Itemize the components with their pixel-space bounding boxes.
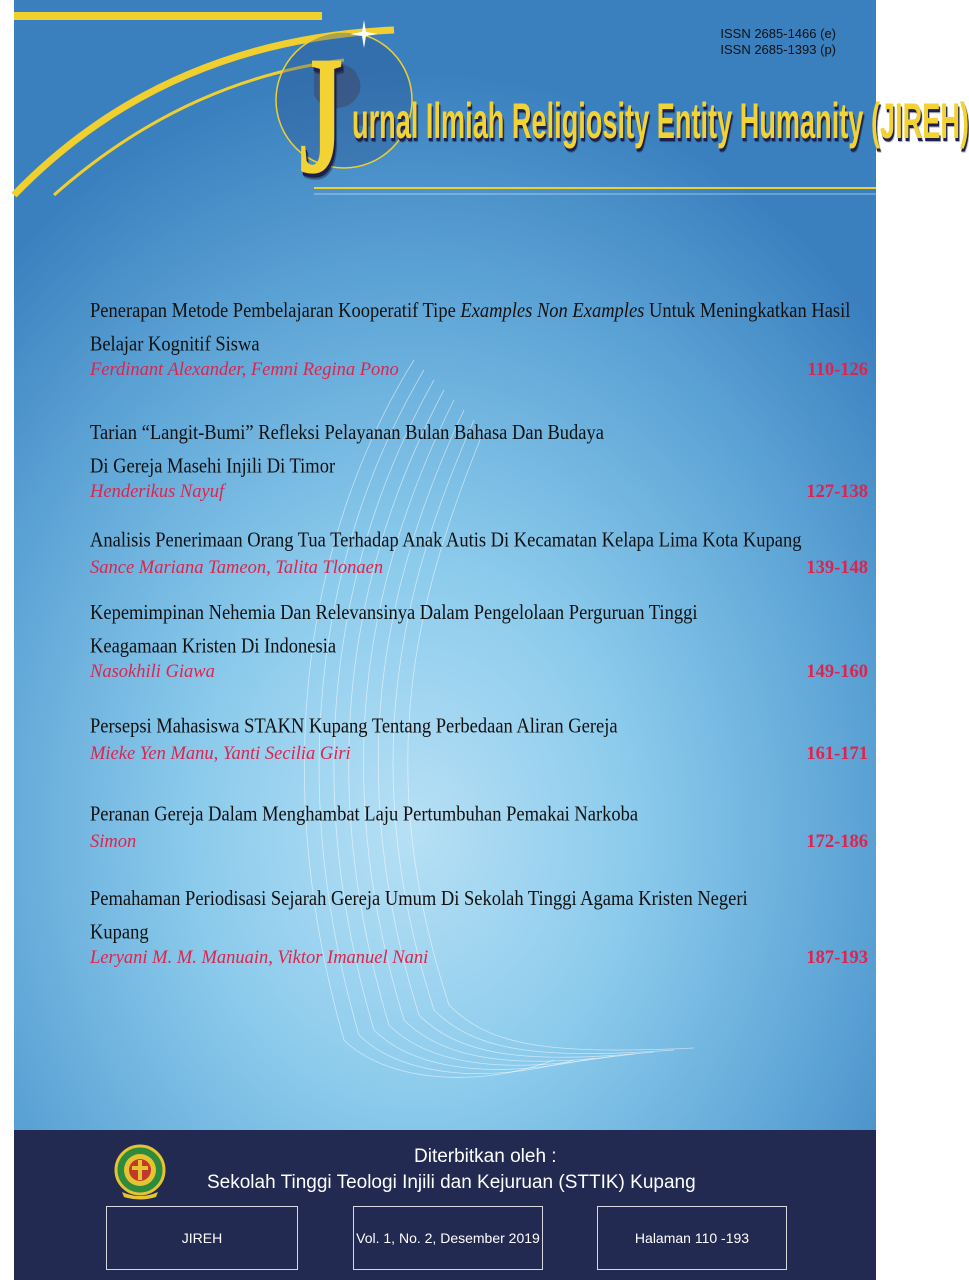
- article-pages: 110-126: [807, 360, 868, 380]
- institution-logo-icon: [110, 1142, 170, 1202]
- article-authors: Henderikus Nayuf: [90, 482, 225, 502]
- article-title: Kepemimpinan Nehemia Dan Relevansinya Dalam Pengelolaan Perguruan Tinggi Keagamaan Kristen Di Indonesia: [90, 602, 698, 658]
- volume-issue-box: Vol. 1, No. 2, Desember 2019: [353, 1206, 543, 1270]
- article-authors: Simon: [90, 832, 137, 852]
- issn-print: ISSN 2685-1393 (p): [720, 42, 836, 57]
- article-pages: 187-193: [806, 948, 868, 968]
- journal-abbreviation-box: JIREH: [106, 1206, 298, 1270]
- publisher-footer: [14, 1130, 876, 1280]
- article-entry: [90, 886, 868, 970]
- article-authors: Sance Mariana Tameon, Talita Tlonaen: [90, 558, 384, 578]
- article-title: Penerapan Metode Pembelajaran Kooperatif Tipe Examples Non Examples Untuk Meningkatkan Hasil Belajar Kognitif Siswa: [90, 300, 851, 356]
- article-title: Tarian “Langit-Bumi” Refleksi Pelayanan Bulan Bahasa Dan Budaya Di Gereja Masehi Injili Di Timor: [90, 422, 604, 478]
- article-pages: 172-186: [806, 832, 868, 852]
- journal-cover: [14, 0, 969, 1280]
- article-entry: [90, 420, 868, 504]
- article-title: Analisis Penerimaan Orang Tua Terhadap Anak Autis Di Kecamatan Kelapa Lima Kota Kupang: [90, 529, 802, 553]
- article-entry: [90, 526, 868, 580]
- article-authors: Mieke Yen Manu, Yanti Secilia Giri: [90, 744, 351, 764]
- article-entry: [90, 600, 868, 684]
- article-authors: Ferdinant Alexander, Femni Regina Pono: [90, 360, 399, 380]
- article-authors: Leryani M. M. Manuain, Viktor Imanuel Nani: [90, 948, 429, 968]
- article-entry: [90, 712, 868, 766]
- issn-electronic: ISSN 2685-1466 (e): [720, 26, 836, 41]
- article-title: Peranan Gereja Dalam Menghambat Laju Pertumbuhan Pemakai Narkoba: [90, 803, 639, 827]
- journal-title: urnal Ilmiah Religiosity Entity Humanity (JIREH): [352, 93, 969, 149]
- article-pages: 127-138: [806, 482, 868, 502]
- masthead-initial: J: [297, 21, 344, 209]
- article-pages: 161-171: [806, 744, 868, 764]
- article-title: Persepsi Mahasiswa STAKN Kupang Tentang Perbedaan Aliran Gereja: [90, 715, 618, 739]
- page-range-box: Halaman 110 -193: [597, 1206, 787, 1270]
- publisher-intro: Diterbitkan oleh :: [414, 1146, 557, 1167]
- article-title: Pemahaman Periodisasi Sejarah Gereja Umum Di Sekolah Tinggi Agama Kristen Negeri Kupang: [90, 888, 748, 944]
- article-authors: Nasokhili Giawa: [90, 662, 215, 682]
- article-entry: [90, 800, 868, 854]
- article-entry: [90, 298, 868, 382]
- publisher-name: Sekolah Tinggi Teologi Injili dan Kejuruan (STTIK) Kupang: [207, 1172, 696, 1193]
- article-pages: 149-160: [806, 662, 868, 682]
- article-pages: 139-148: [806, 558, 868, 578]
- gold-top-bar: [14, 12, 322, 20]
